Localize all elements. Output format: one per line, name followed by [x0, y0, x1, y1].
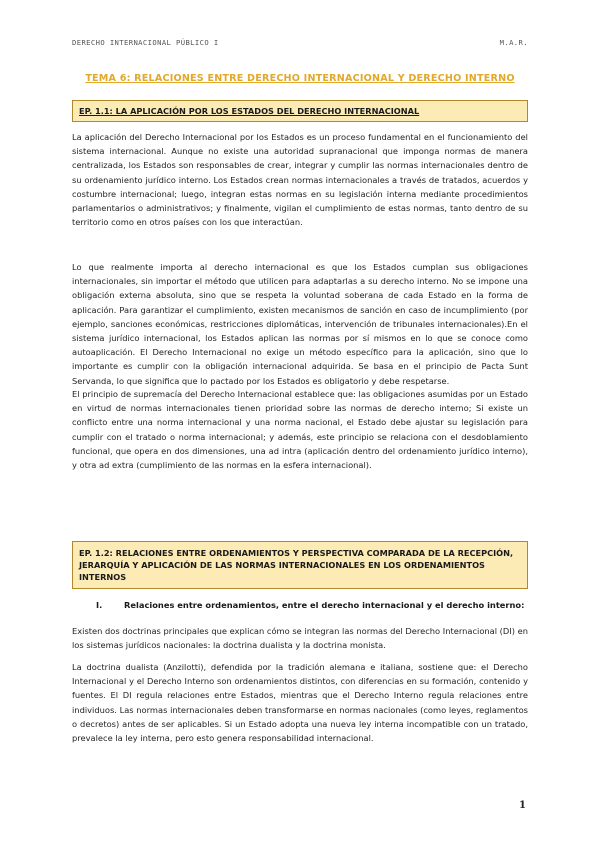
section-1-paragraph-2: Lo que realmente importa al derecho internacional es que los Estados cumplan sus obligaciones internacionales, sin importar el método que utilicen para adaptarlas a su derecho interno. No se impone una obligación externa absoluta, sino que se respeta la voluntad soberana de cada Estado en la forma de aplicación. Para garantizar el cumplimiento, existen mecanismos de sanción en caso de incumplimiento (por ejemplo, sanciones económicas, restricciones diplomáticas, intervención de tribunales internacionales).En el sistema jurídico internacional, los Estados aplican las normas por sí mismos en lo que se conoce como autoaplicación. El Derecho Internacional no exige un método específico para la aplicación, sino que lo importante es cumplir con la obligación internacional adquirida. Se basa en el principio de Pacta Sunt Servanda, lo que significa que lo pactado por los Estados es obligatorio y debe respetarse.	[72, 262, 528, 386]
subsection-heading	[96, 600, 528, 610]
section-1-paragraph-1: La aplicación del Derecho Internacional por los Estados es un proceso fundamental en el funcionamiento del sistema internacional. Aunque no existe una autoridad supranacional que imponga normas de manera centralizada, los Estados son responsables de crear, integrar y cumplir las normas internacionales dentro de su ordenamiento jurídico interno. Los Estados crean normas internacionales a través de tratados, acuerdos y costumbre internacional; luego, integran estas normas en su legislación interna mediante procedimientos parlamentarios o administrativos; y finalmente, vigilan el cumplimiento de estas normas, tanto dentro de su territorio como en otros países con los que interactúan.	[72, 132, 528, 228]
section-2-paragraph-2: La doctrina dualista (Anzilotti), defendida por la tradición alemana e italiana, sostiene que: el Derecho Internacional y el Derecho Interno son ordenamientos distintos, con diferencias en su formación, contenido y fuentes. El DI regula relaciones entre Estados, mientras que el Derecho Interno regula relaciones entre individuos. Las normas internacionales deben transformarse en normas nacionales (como leyes, reglamentos o decretos) antes de ser aplicables. Si un Estado adopta una nueva ley interna incompatible con un tratado, prevalece la ley interna, pero esto genera responsabilidad internacional.	[72, 662, 528, 744]
section-2-heading-box	[72, 541, 528, 589]
subsection-number: I.	[96, 600, 103, 610]
topic-title: TEMA 6: RELACIONES ENTRE DERECHO INTERNACIONAL Y DERECHO INTERNO	[85, 73, 515, 84]
section-1-paragraph-3: El principio de supremacía del Derecho Internacional establece que: las obligaciones asumidas por un Estado en virtud de normas internacionales tienen prioridad sobre las normas de derecho interno; Si existe un conflicto entre una norma internacional y una norma nacional, el Estado debe ajustar su legislación para cumplir con el tratado o norma internacional; y además, este principio se relaciona con el desdoblamiento funcional, que opera en dos dimensiones, una ad intra (aplicación dentro del ordenamiento jurídico interno), y otra ad extra (cumplimiento de las normas en la esfera internacional).	[72, 389, 528, 471]
section-2-paragraph-1: Existen dos doctrinas principales que explican cómo se integran las normas del Derecho Internacional (DI) en los sistemas jurídicos nacionales: la doctrina dualista y la doctrina monista.	[72, 626, 528, 651]
page-header	[72, 38, 528, 47]
header-author-initials: M.A.R.	[499, 38, 528, 47]
section-1-heading-box	[72, 100, 528, 122]
header-course-title: DERECHO INTERNACIONAL PÚBLICO I	[72, 38, 219, 47]
subsection-title: Relaciones entre ordenamientos, entre el derecho internacional y el derecho interno:	[124, 600, 525, 610]
section-1-heading: EP. 1.1: LA APLICACIÓN POR LOS ESTADOS DEL DERECHO INTERNACIONAL	[79, 106, 420, 116]
section-2-heading: EP. 1.2: RELACIONES ENTRE ORDENAMIENTOS Y PERSPECTIVA COMPARADA DE LA RECEPCIÓN, JERARQUÍA Y APLICACIÓN DE LAS NORMAS INTERNACIONALES EN LOS ORDENAMIENTOS INTERNOS	[79, 548, 514, 582]
page-number: 1	[519, 800, 526, 811]
